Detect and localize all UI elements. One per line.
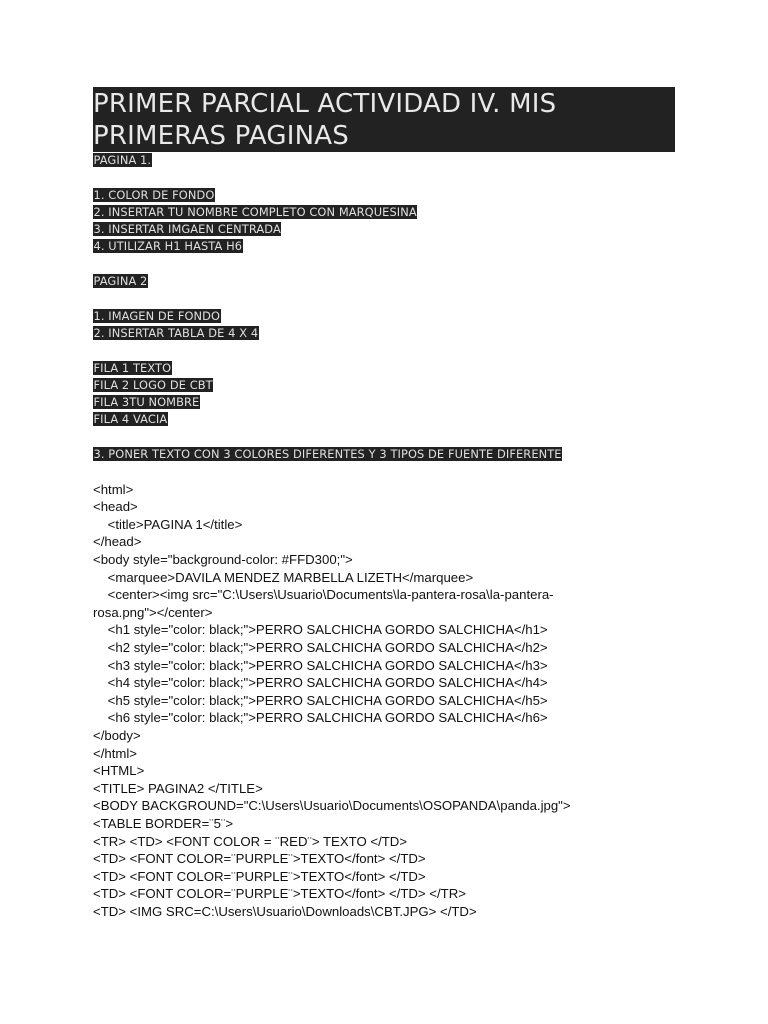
code-line: <h1 style="color: black;">PERRO SALCHICHA GORDO SALCHICHA</h1>: [93, 622, 548, 638]
instruction-line: 3. INSERTAR IMGAEN CENTRADA: [93, 222, 281, 237]
code-line: <h2 style="color: black;">PERRO SALCHICHA GORDO SALCHICHA</h2>: [93, 639, 548, 655]
code-line: <h4 style="color: black;">PERRO SALCHICHA GORDO SALCHICHA</h4>: [93, 675, 548, 691]
code-line: <html>: [93, 481, 134, 497]
code-line: <center><img src="C:\Users\Usuario\Documents\la-pantera-rosa\la-pantera-: [93, 587, 554, 603]
instruction-line: FILA 3TU NOMBRE: [93, 395, 200, 410]
code-line: <TD> <FONT COLOR=¨PURPLE¨>TEXTO</font> </TD>: [93, 851, 426, 867]
instruction-line: FILA 4 VACIA: [93, 412, 168, 427]
instruction-line: 4. UTILIZAR H1 HASTA H6: [93, 239, 243, 254]
instruction-line: PAGINA 1.: [93, 153, 152, 167]
code-line: rosa.png"></center>: [93, 604, 213, 620]
instruction-line: 1. COLOR DE FONDO: [93, 187, 215, 202]
code-line: <title>PAGINA 1</title>: [93, 516, 243, 532]
instruction-line: FILA 2 LOGO DE CBT: [93, 377, 213, 392]
code-line: <TABLE BORDER=¨5¨>: [93, 815, 234, 831]
code-line: <h5 style="color: black;">PERRO SALCHICHA GORDO SALCHICHA</h5>: [93, 692, 548, 708]
code-line: </html>: [93, 745, 137, 761]
code-line: </head>: [93, 534, 142, 550]
code-line: <HTML>: [93, 763, 145, 779]
code-line: <TD> <IMG SRC=C:\Users\Usuario\Downloads\CBT.JPG> </TD>: [93, 903, 477, 919]
instruction-line: 2. INSERTAR TU NOMBRE COMPLETO CON MARQUESINA: [93, 204, 417, 219]
code-line: <marquee>DAVILA MENDEZ MARBELLA LIZETH</marquee>: [93, 569, 474, 585]
code-listing: [93, 481, 683, 921]
code-line: <head>: [93, 499, 138, 515]
instruction-line: PAGINA 2: [93, 274, 148, 289]
code-line: <TD> <FONT COLOR=¨PURPLE¨>TEXTO</font> </TD>: [93, 868, 426, 884]
instructions-list: [93, 152, 683, 463]
code-line: <BODY BACKGROUND="C:\Users\Usuario\Documents\OSOPANDA\panda.jpg">: [93, 798, 571, 814]
document-title: [93, 87, 675, 152]
document-page: [93, 87, 683, 920]
code-line: <h6 style="color: black;">PERRO SALCHICHA GORDO SALCHICHA</h6>: [93, 710, 548, 726]
code-line: <TITLE> PAGINA2 </TITLE>: [93, 780, 263, 796]
code-line: <TR> <TD> <FONT COLOR = ¨RED¨> TEXTO </TD>: [93, 833, 408, 849]
code-line: <TD> <FONT COLOR=¨PURPLE¨>TEXTO</font> </TD> </TR>: [93, 886, 466, 902]
title-line-2: PRIMERAS PAGINAS: [93, 121, 349, 151]
instruction-line: 1. IMAGEN DE FONDO: [93, 308, 221, 323]
title-line-1: PRIMER PARCIAL ACTIVIDAD IV. MIS: [93, 89, 557, 119]
instruction-line: 2. INSERTAR TABLA DE 4 X 4: [93, 325, 259, 340]
code-line: </body>: [93, 727, 141, 743]
code-line: <body style="background-color: #FFD300;">: [93, 552, 353, 568]
instruction-line: 3. PONER TEXTO CON 3 COLORES DIFERENTES Y 3 TIPOS DE FUENTE DIFERENTE: [93, 447, 562, 462]
instruction-line: FILA 1 TEXTO: [93, 360, 172, 375]
code-line: <h3 style="color: black;">PERRO SALCHICHA GORDO SALCHICHA</h3>: [93, 657, 548, 673]
